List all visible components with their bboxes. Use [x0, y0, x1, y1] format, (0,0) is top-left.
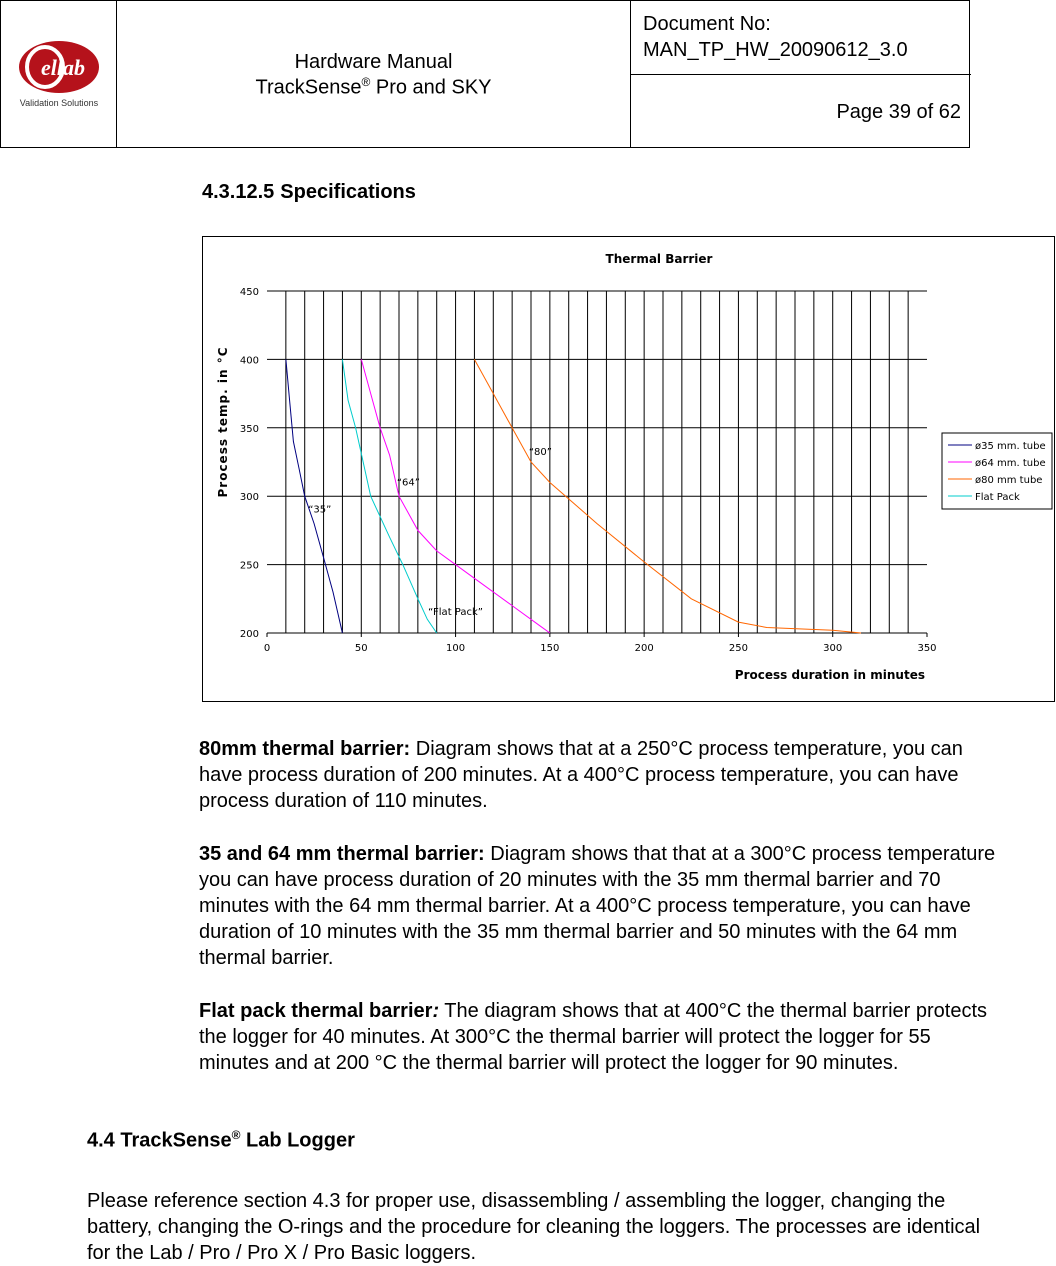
ellab-logo	[1, 1, 117, 147]
product-suffix: Pro and SKY	[370, 76, 492, 99]
paragraph-flat-pack-colon: :	[432, 1000, 440, 1022]
curve-annotation: “80”	[528, 447, 552, 459]
paragraph-35-64mm	[199, 841, 999, 971]
section-4-4-title: TrackSense	[120, 1129, 232, 1152]
y-tick-label: 350	[239, 423, 259, 435]
x-tick-label: 200	[634, 643, 654, 654]
section-title: Specifications	[280, 181, 416, 203]
x-tick-label: 0	[263, 643, 271, 654]
section-4-4-body: Please reference section 4.3 for proper use, disassembling / assembling the logger, changing the battery, changing the O-rings and the procedure for cleaning the loggers. The processes are identical for the Lab / Pro / Pro X / Pro Basic loggers.	[87, 1190, 981, 1264]
section-4-4-title-suffix: Lab Logger	[240, 1129, 355, 1152]
registered-mark: ®	[361, 75, 371, 89]
section-heading-lab-logger	[87, 1128, 355, 1153]
logo-text: ellab	[41, 55, 85, 80]
legend-entry: ø64 mm. tube	[975, 458, 1046, 469]
logo-subtext: Validation Solutions	[19, 98, 99, 108]
product-name: TrackSense	[255, 76, 362, 99]
page-number-cell	[631, 75, 971, 147]
chart-title: Thermal Barrier	[605, 252, 713, 266]
curve-annotation: “Flat Pack”	[428, 607, 483, 619]
page-number: Page 39 of 62	[836, 101, 961, 123]
paragraph-flat-pack	[199, 998, 999, 1076]
section-4-4-number: 4.4	[87, 1129, 115, 1152]
y-tick-label: 300	[239, 492, 259, 504]
thermal-barrier-chart-frame	[202, 236, 1055, 702]
legend-entry: ø35 mm. tube	[975, 441, 1046, 452]
x-tick-label: 50	[354, 643, 368, 654]
curve-annotation: “35”	[308, 504, 332, 516]
paragraph-80mm-lead: 80mm thermal barrier:	[199, 738, 411, 760]
curve-annotation: “64”	[396, 477, 420, 489]
section-heading-specifications	[202, 181, 416, 204]
y-tick-label: 200	[239, 629, 259, 640]
paragraph-flat-pack-text: The diagram shows that at 400°C the thermal barrier protects the logger for 40 minutes. At 300°C the thermal barrier will protect the logger for 55 minutes and at 200 °C the thermal barrier will protect the logger for 90 minutes.	[199, 1000, 987, 1074]
x-tick-label: 150	[540, 643, 560, 654]
legend-entry: ø80 mm tube	[975, 475, 1043, 486]
title-cell	[117, 1, 631, 147]
x-tick-label: 250	[728, 643, 748, 654]
x-tick-label: 350	[917, 643, 937, 654]
paragraph-35-64mm-text: Diagram shows that that at a 300°C process temperature you can have process duration of 20 minutes with the 35 mm thermal barrier and 70 minutes with the 64 mm thermal barrier. At a 400°C process temperature, you can have duration of 10 minutes with the 35 mm thermal barrier and 50 minutes with the 64 mm thermal barrier.	[199, 843, 996, 969]
thermal-barrier-chart	[203, 237, 1054, 701]
paragraph-80mm	[199, 736, 999, 814]
manual-title: Hardware Manual	[294, 51, 453, 73]
y-tick-label: 450	[239, 287, 259, 298]
document-header	[0, 0, 970, 148]
logo-cell	[1, 1, 117, 147]
document-number-label: Document No:	[643, 13, 771, 35]
y-tick-label: 250	[239, 560, 259, 572]
section-number: 4.3.12.5	[202, 181, 275, 203]
legend-entry: Flat Pack	[975, 492, 1020, 503]
x-tick-label: 300	[823, 643, 843, 654]
product-title	[117, 75, 630, 100]
paragraph-flat-pack-lead: Flat pack thermal barrier	[199, 1000, 433, 1022]
x-axis-label: Process duration in minutes	[734, 668, 925, 682]
y-tick-label: 400	[239, 355, 259, 367]
document-number-cell	[631, 1, 971, 75]
document-number: MAN_TP_HW_20090612_3.0	[643, 39, 908, 61]
x-tick-label: 100	[446, 643, 466, 654]
section-4-4-reg: ®	[231, 1128, 241, 1142]
paragraph-80mm-text: Diagram shows that at a 250°C process temperature, you can have process duration of 200 minutes. At a 400°C process temperature, you can have process duration of 110 minutes.	[199, 738, 963, 812]
paragraph-35-64mm-lead: 35 and 64 mm thermal barrier:	[199, 843, 485, 865]
y-axis-label: Process temp. in °C	[216, 346, 230, 498]
